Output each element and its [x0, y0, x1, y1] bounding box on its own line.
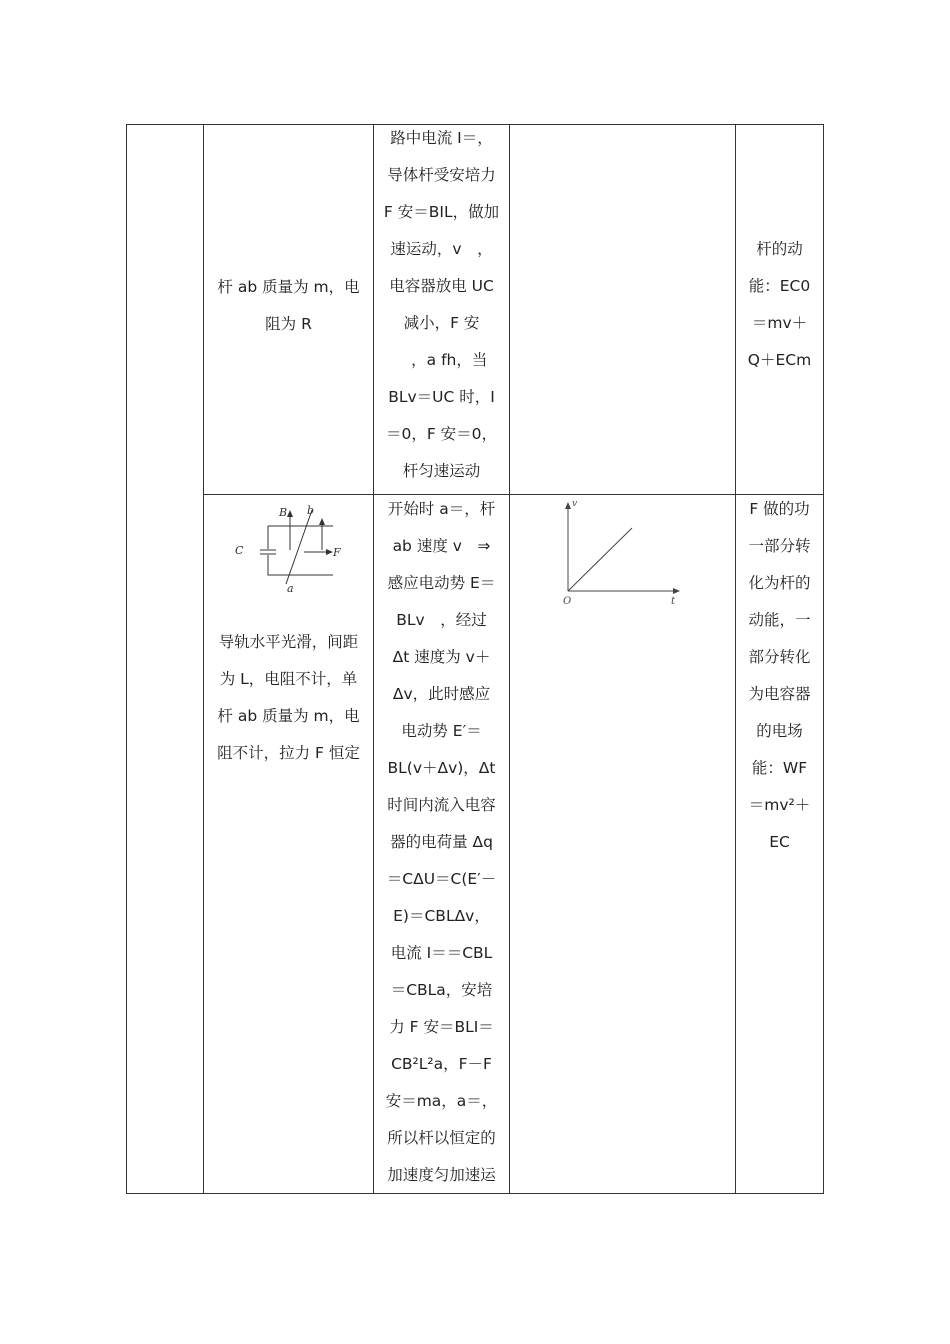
- text-line: 加速度匀加速运: [387, 1166, 496, 1184]
- label-b: b: [307, 504, 315, 517]
- text-line: 开始时 a＝，杆: [387, 500, 496, 518]
- text-line: 的电场: [756, 722, 803, 740]
- text-line: E)＝CBLΔv，: [393, 907, 490, 925]
- column-divider-2: [373, 124, 374, 1194]
- text-line: 导轨水平光滑，间距: [218, 633, 359, 651]
- axis-label-t: t: [671, 596, 676, 607]
- text-line: 能：EC0: [748, 277, 811, 295]
- text-line: ＝CBLa，安培: [390, 981, 493, 999]
- text-line: 导体杆受安培力: [387, 166, 496, 184]
- text-line: 电流 I＝＝CBL: [390, 944, 493, 962]
- text-line: Δt 速度为 v＋: [392, 648, 491, 666]
- row1-setup-cell: [205, 269, 372, 343]
- text-line: 一部分转: [748, 537, 811, 555]
- text-line: 杆 ab 质量为 m，电: [217, 278, 360, 296]
- label-F: F: [333, 546, 341, 559]
- text-line: Δv，此时感应: [392, 685, 491, 703]
- velocity-line: [568, 528, 632, 591]
- text-line: 时间内流入电容: [387, 796, 496, 814]
- axis-label-v: v: [572, 499, 578, 509]
- circuit-diagram: [230, 502, 350, 598]
- text-line: ＝0，F 安＝0，: [385, 425, 498, 443]
- text-line: 阻不计，拉力 F 恒定: [217, 744, 360, 762]
- label-C: C: [235, 544, 244, 557]
- text-line: 路中电流 I＝，: [390, 129, 493, 147]
- text-line: 减小，F 安: [403, 314, 480, 332]
- text-line: BLv＝UC 时，I: [388, 388, 495, 406]
- text-line: 能：WF: [751, 759, 808, 777]
- text-line: ＝mv＋: [751, 314, 808, 332]
- text-line: 电容器放电 UC: [389, 277, 494, 295]
- row2-energy-cell: [737, 491, 822, 861]
- text-line: 杆的动: [756, 240, 803, 258]
- label-a: a: [287, 582, 294, 595]
- text-line: BL(v＋Δv)，Δt: [387, 759, 496, 777]
- column-divider-4: [735, 124, 736, 1194]
- column-divider-3: [509, 124, 510, 1194]
- origin-label: O: [563, 596, 572, 607]
- row2-setup-cell: [205, 624, 372, 772]
- text-line: 杆 ab 质量为 m，电: [217, 707, 360, 725]
- text-line: 安＝ma，a＝，: [385, 1092, 498, 1110]
- text-line: 器的电荷量 Δq: [390, 833, 493, 851]
- row2-analysis-cell: [375, 491, 508, 1194]
- label-B: B: [279, 506, 288, 519]
- text-line: BLv ，经过: [396, 611, 487, 629]
- text-line: CB²L²a，F－F: [391, 1055, 492, 1073]
- row1-energy-cell: [737, 231, 822, 379]
- table-right-border: [823, 124, 824, 1194]
- text-line: 力 F 安＝BLI＝: [389, 1018, 494, 1036]
- text-line: ，a fh，当: [395, 351, 488, 369]
- text-line: 阻为 R: [265, 315, 312, 333]
- text-line: Q＋ECm: [747, 351, 812, 369]
- text-line: 杆匀速运动: [402, 462, 481, 480]
- text-line: 为电容器: [748, 685, 811, 703]
- text-line: 动能，一: [748, 611, 811, 629]
- column-divider-1: [203, 124, 204, 1194]
- text-line: 电动势 E′＝: [401, 722, 482, 740]
- text-line: EC: [769, 833, 790, 851]
- v-t-graph: [556, 496, 686, 608]
- text-line: ＝mv²＋: [748, 796, 811, 814]
- text-line: 所以杆以恒定的: [387, 1129, 496, 1147]
- text-line: 速运动，v ，: [390, 240, 493, 258]
- row-divider: [203, 494, 824, 495]
- text-line: ab 速度 v ⇒: [392, 537, 491, 555]
- text-line: 化为杆的: [748, 574, 811, 592]
- text-line: 为 L，电阻不计，单: [219, 670, 358, 688]
- text-line: ＝CΔU＝C(E′－: [386, 870, 497, 888]
- text-line: 部分转化: [748, 648, 811, 666]
- text-line: F 安＝BIL，做加: [383, 203, 500, 221]
- table-left-border: [126, 124, 127, 1194]
- text-line: F 做的功: [749, 500, 810, 518]
- text-line: 感应电动势 E＝: [387, 574, 496, 592]
- row1-analysis-cell: [375, 120, 508, 490]
